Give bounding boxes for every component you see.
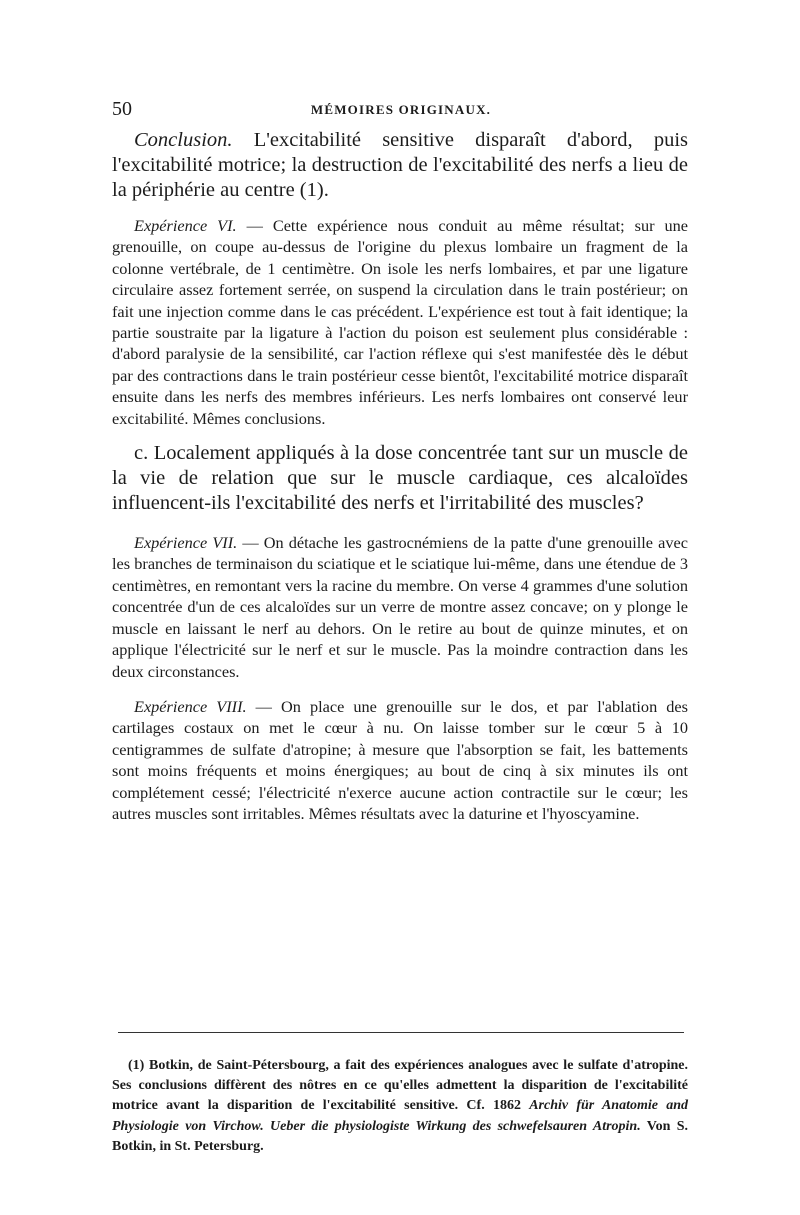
experiment-7-lead: Expérience VII. bbox=[134, 533, 238, 553]
page-body bbox=[112, 128, 688, 824]
footnote bbox=[112, 1056, 688, 1157]
experiment-8-lead: Expérience VIII. bbox=[134, 696, 247, 716]
conclusion-lead: Conclusion. bbox=[134, 129, 233, 151]
experiment-7-text: — On détache les gastrocnémiens de la patte d'une grenouille avec les branches de terminaison du sciatique et le sciatique lui-même, dans une étendue de 3 centimètres, en remontant vers la racine du membre. On verse 4 grammes d'une solution concentrée d'un de ces alcaloïdes sur un verre de montre assez concave; on y plonge le muscle en laissant le nerf au dehors. On le retire au bout de quinze minutes, et on applique l'électricité sur le nerf et sur le muscle. Pas la moindre contraction dans les deux circonstances. bbox=[112, 533, 688, 681]
experiment-6-paragraph bbox=[112, 215, 688, 429]
experiment-7-paragraph bbox=[112, 532, 688, 682]
experiment-8-text: — On place une grenouille sur le dos, et par l'ablation des cartilages costaux on met le cœur à nu. On laisse tomber sur le cœur 5 à 10 centigrammes de sulfate d'atropine; à mesure que l'absorption se fait, les battements sont moins fréquents et moins énergiques; au bout de cinq à six minutes ils ont complétement cessé; l'électricité n'exerce aucune action contractile sur le cœur; les autres muscles sont irritables. Mêmes résultats avec la daturine et l'hyoscyamine. bbox=[112, 696, 688, 823]
conclusion-paragraph bbox=[112, 128, 688, 203]
experiment-6-text: — Cette expérience nous conduit au même résultat; sur une grenouille, on coupe au-dessus de l'origine du plexus lombaire un fragment de la colonne vertébrale, de 1 centimètre. On isole les nerfs lombaires, et par une ligature circulaire assez fortement serrée, on suspend la circulation dans le train postérieur; on fait une injection comme dans le cas précédent. L'expérience est tout à fait identique; la partie soustraite par la ligature à l'action du poison est seulement plus considérable : d'abord paralysie de la sensibilité, car l'action réflexe qui s'est manifestée dès le début par des contractions dans le train postérieur cesse bientôt, l'excitabilité motrice disparaît ensuite dans les nerfs des membres inférieurs. Les nerfs lombaires ont conservé leur excitabilité. Mêmes conclusions. bbox=[112, 216, 688, 428]
footnote-text-2: Von S. Botkin, in St. Petersburg. bbox=[112, 1118, 688, 1154]
experiment-8-paragraph bbox=[112, 696, 688, 824]
footnote-divider bbox=[118, 1032, 684, 1033]
page-header bbox=[112, 98, 690, 120]
experiment-6-lead: Expérience VI. bbox=[134, 216, 237, 235]
section-c-question: c. Localement appliqués à la dose concentrée tant sur un muscle de la vie de relation que sur le muscle cardiaque, ces alcaloïdes influencent-ils l'excitabilité des nerfs et l'irritabilité des muscles? bbox=[112, 442, 688, 515]
running-title: MÉMOIRES ORIGINAUX. bbox=[310, 102, 492, 117]
conclusion-text: L'excitabilité sensitive disparaît d'abord, puis l'excitabilité motrice; la destruction de l'excitabilité des nerfs a lieu de la périphérie au centre (1). bbox=[112, 129, 688, 201]
page-number: 50 bbox=[112, 98, 132, 120]
footnote-journal: Archiv für Anatomie and Physiologie von Virchow. Ueber die physiologiste Wirkung des schwefelsauren Atropin. bbox=[112, 1098, 688, 1134]
footnote-text-1: (1) Botkin, de Saint-Pétersbourg, a fait des expériences analogues avec le sulfate d'atropine. Ses conclusions diffèrent des nôtres en ce qu'elles admettent la disparition de l'excitabilité motrice avant la disparition de l'excitabilité sensitive. Cf. 1862 bbox=[112, 1058, 688, 1114]
